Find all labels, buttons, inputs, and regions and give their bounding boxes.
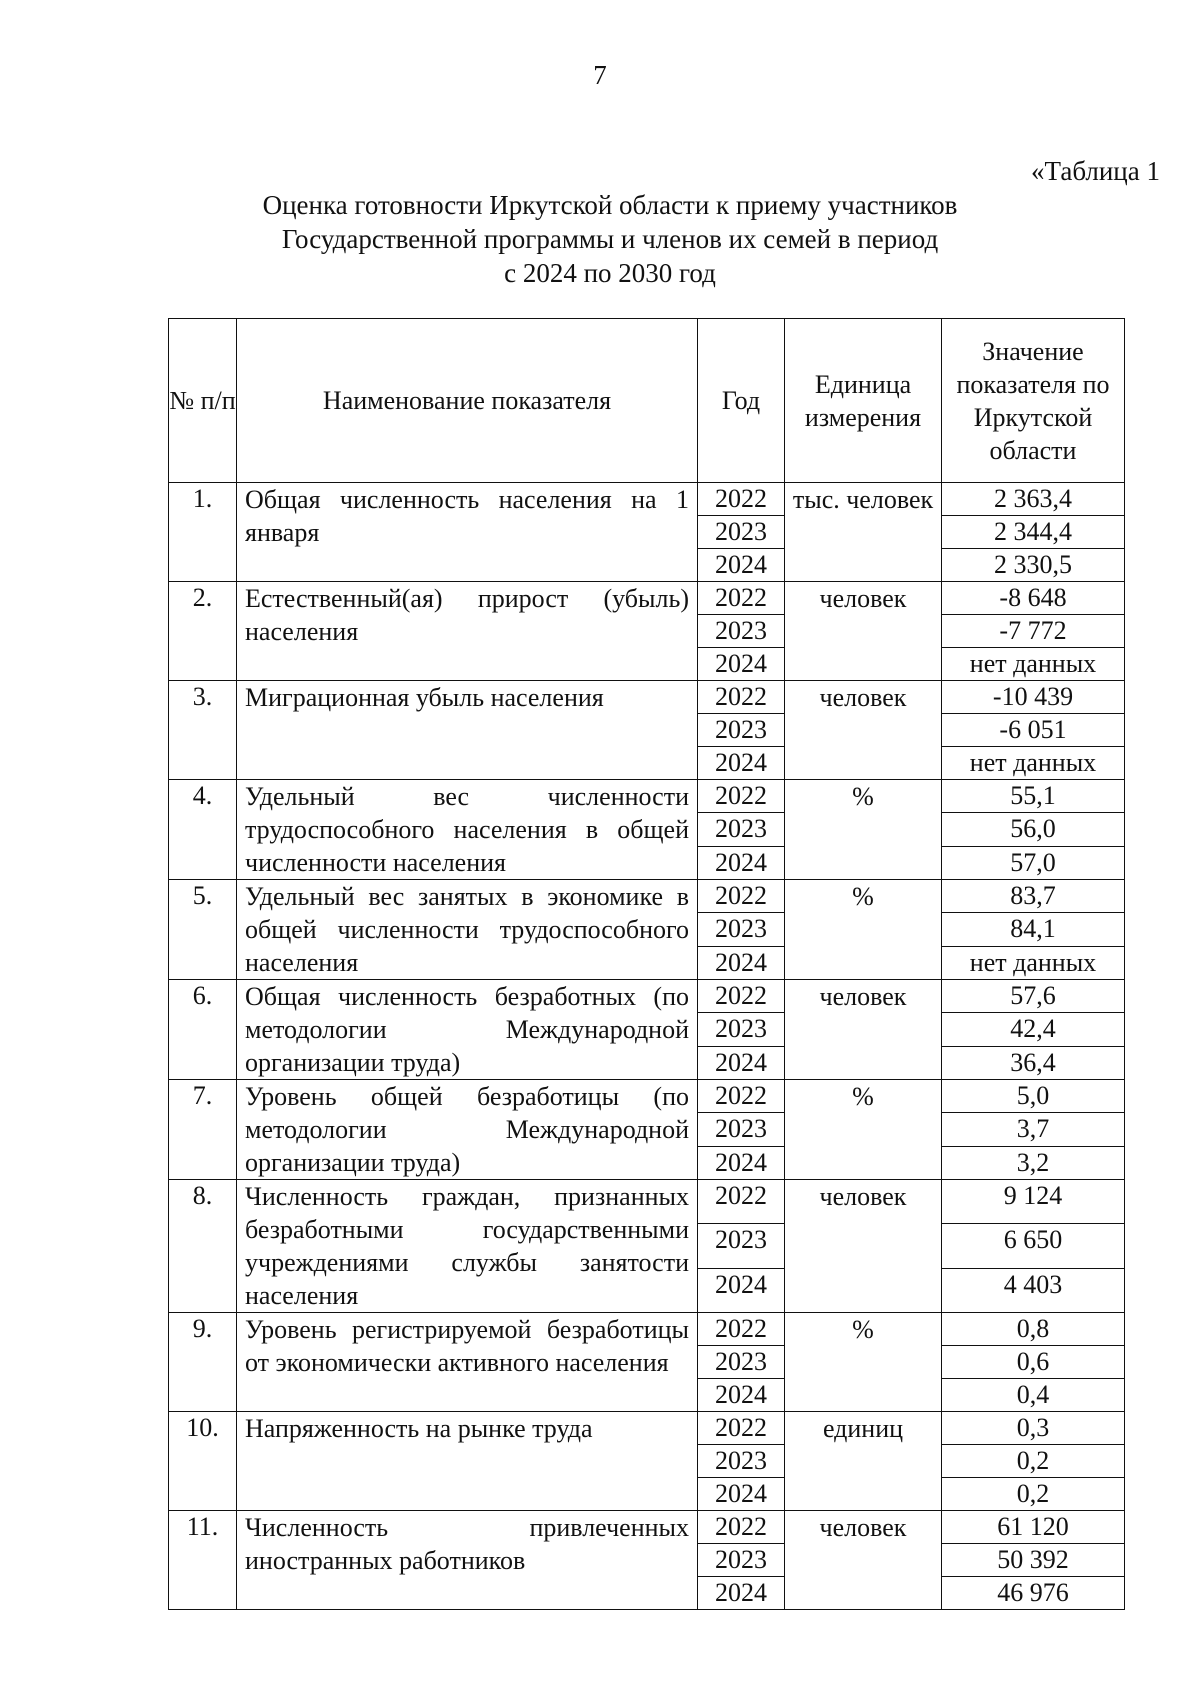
value-cell: 3,7 xyxy=(942,1113,1125,1146)
title-line: с 2024 по 2030 год xyxy=(504,258,716,288)
value-cell: 61 120 xyxy=(942,1511,1125,1544)
year-cell: 2023 xyxy=(698,813,785,846)
value-cell: 57,0 xyxy=(942,846,1125,879)
header-num: № п/п xyxy=(169,319,237,483)
value-cell: 4 403 xyxy=(942,1268,1125,1312)
year-cell: 2024 xyxy=(698,1268,785,1312)
unit-cell: человек xyxy=(785,582,942,681)
year-cell: 2023 xyxy=(698,1113,785,1146)
year-cell: 2024 xyxy=(698,946,785,979)
row-number: 9. xyxy=(169,1313,237,1412)
table-row xyxy=(169,1080,1125,1113)
row-number: 6. xyxy=(169,980,237,1080)
table-row xyxy=(169,681,1125,714)
unit-cell: человек xyxy=(785,980,942,1080)
table-row xyxy=(169,1511,1125,1544)
value-cell: 0,3 xyxy=(942,1412,1125,1445)
year-cell: 2022 xyxy=(698,1412,785,1445)
header-name: Наименование показателя xyxy=(237,319,698,483)
year-cell: 2022 xyxy=(698,681,785,714)
indicators-table xyxy=(168,318,1125,1610)
year-cell: 2022 xyxy=(698,1080,785,1113)
value-cell: 57,6 xyxy=(942,980,1125,1013)
year-cell: 2024 xyxy=(698,549,785,582)
row-number: 11. xyxy=(169,1511,237,1610)
header-year: Год xyxy=(698,319,785,483)
value-cell: нет данных xyxy=(942,747,1125,780)
table-row xyxy=(169,980,1125,1013)
year-cell: 2024 xyxy=(698,1146,785,1179)
unit-cell: тыс. человек xyxy=(785,483,942,582)
year-cell: 2024 xyxy=(698,747,785,780)
value-cell: 56,0 xyxy=(942,813,1125,846)
table-header-row xyxy=(169,319,1125,483)
year-cell: 2023 xyxy=(698,615,785,648)
value-cell: 0,4 xyxy=(942,1379,1125,1412)
indicator-name: Удельный вес занятых в экономике в общей численности трудоспособного населения xyxy=(237,880,698,980)
year-cell: 2024 xyxy=(698,1577,785,1610)
value-cell: 5,0 xyxy=(942,1080,1125,1113)
table-row xyxy=(169,1180,1125,1224)
table-row xyxy=(169,880,1125,913)
value-cell: 9 124 xyxy=(942,1180,1125,1224)
table-label: «Таблица 1 xyxy=(1031,156,1160,186)
unit-cell: % xyxy=(785,1080,942,1180)
row-number: 8. xyxy=(169,1180,237,1313)
indicator-name: Численность привлеченных иностранных работников xyxy=(237,1511,698,1610)
year-cell: 2022 xyxy=(698,780,785,813)
header-unit: Единица измерения xyxy=(785,319,942,483)
indicator-name: Общая численность безработных (по методологии Международной организации труда) xyxy=(237,980,698,1080)
year-cell: 2023 xyxy=(698,714,785,747)
value-cell: -8 648 xyxy=(942,582,1125,615)
year-cell: 2022 xyxy=(698,980,785,1013)
unit-cell: единиц xyxy=(785,1412,942,1511)
page-number: 7 xyxy=(593,60,607,90)
unit-cell: % xyxy=(785,1313,942,1412)
row-number: 4. xyxy=(169,780,237,880)
year-cell: 2023 xyxy=(698,913,785,946)
year-cell: 2024 xyxy=(698,1478,785,1511)
year-cell: 2024 xyxy=(698,1379,785,1412)
value-cell: 0,2 xyxy=(942,1445,1125,1478)
value-cell: 2 344,4 xyxy=(942,516,1125,549)
indicator-name: Миграционная убыль населения xyxy=(237,681,698,780)
unit-cell: человек xyxy=(785,1511,942,1610)
value-cell: 6 650 xyxy=(942,1224,1125,1268)
year-cell: 2022 xyxy=(698,1180,785,1224)
table-row xyxy=(169,780,1125,813)
unit-cell: % xyxy=(785,780,942,880)
unit-cell: человек xyxy=(785,681,942,780)
value-cell: нет данных xyxy=(942,648,1125,681)
value-cell: 0,6 xyxy=(942,1346,1125,1379)
row-number: 5. xyxy=(169,880,237,980)
value-cell: 2 330,5 xyxy=(942,549,1125,582)
year-cell: 2022 xyxy=(698,1511,785,1544)
value-cell: -6 051 xyxy=(942,714,1125,747)
year-cell: 2024 xyxy=(698,846,785,879)
year-cell: 2024 xyxy=(698,1046,785,1079)
value-cell: 42,4 xyxy=(942,1013,1125,1046)
indicator-name: Численность граждан, признанных безработными государственными учреждениями службы занятости населения xyxy=(237,1180,698,1313)
row-number: 2. xyxy=(169,582,237,681)
row-number: 3. xyxy=(169,681,237,780)
title-line: Государственной программы и членов их семей в период xyxy=(281,224,939,254)
row-number: 7. xyxy=(169,1080,237,1180)
year-cell: 2023 xyxy=(698,1224,785,1268)
indicator-name: Уровень общей безработицы (по методологии Международной организации труда) xyxy=(237,1080,698,1180)
table-row xyxy=(169,1412,1125,1445)
year-cell: 2022 xyxy=(698,1313,785,1346)
year-cell: 2024 xyxy=(698,648,785,681)
header-value: Значение показателя по Иркутской области xyxy=(942,319,1125,483)
value-cell: нет данных xyxy=(942,946,1125,979)
value-cell: 50 392 xyxy=(942,1544,1125,1577)
title-line: Оценка готовности Иркутской области к приему участников xyxy=(262,190,958,220)
unit-cell: человек xyxy=(785,1180,942,1313)
value-cell: 3,2 xyxy=(942,1146,1125,1179)
value-cell: -7 772 xyxy=(942,615,1125,648)
year-cell: 2023 xyxy=(698,1013,785,1046)
year-cell: 2022 xyxy=(698,483,785,516)
value-cell: -10 439 xyxy=(942,681,1125,714)
table-row xyxy=(169,582,1125,615)
year-cell: 2023 xyxy=(698,1544,785,1577)
year-cell: 2022 xyxy=(698,582,785,615)
indicator-name: Напряженность на рынке труда xyxy=(237,1412,698,1511)
indicator-name: Общая численность населения на 1 января xyxy=(237,483,698,582)
row-number: 10. xyxy=(169,1412,237,1511)
table-body xyxy=(169,483,1125,1610)
value-cell: 0,8 xyxy=(942,1313,1125,1346)
year-cell: 2023 xyxy=(698,1346,785,1379)
indicator-name: Естественный(ая) прирост (убыль) населения xyxy=(237,582,698,681)
value-cell: 55,1 xyxy=(942,780,1125,813)
value-cell: 46 976 xyxy=(942,1577,1125,1610)
unit-cell: % xyxy=(785,880,942,980)
row-number: 1. xyxy=(169,483,237,582)
document-title xyxy=(180,188,1040,290)
value-cell: 2 363,4 xyxy=(942,483,1125,516)
indicator-name: Удельный вес численности трудоспособного населения в общей численности населения xyxy=(237,780,698,880)
value-cell: 84,1 xyxy=(942,913,1125,946)
table-row xyxy=(169,483,1125,516)
indicator-name: Уровень регистрируемой безработицы от экономически активного населения xyxy=(237,1313,698,1412)
table-row xyxy=(169,1313,1125,1346)
value-cell: 83,7 xyxy=(942,880,1125,913)
year-cell: 2023 xyxy=(698,516,785,549)
year-cell: 2022 xyxy=(698,880,785,913)
value-cell: 36,4 xyxy=(942,1046,1125,1079)
value-cell: 0,2 xyxy=(942,1478,1125,1511)
year-cell: 2023 xyxy=(698,1445,785,1478)
